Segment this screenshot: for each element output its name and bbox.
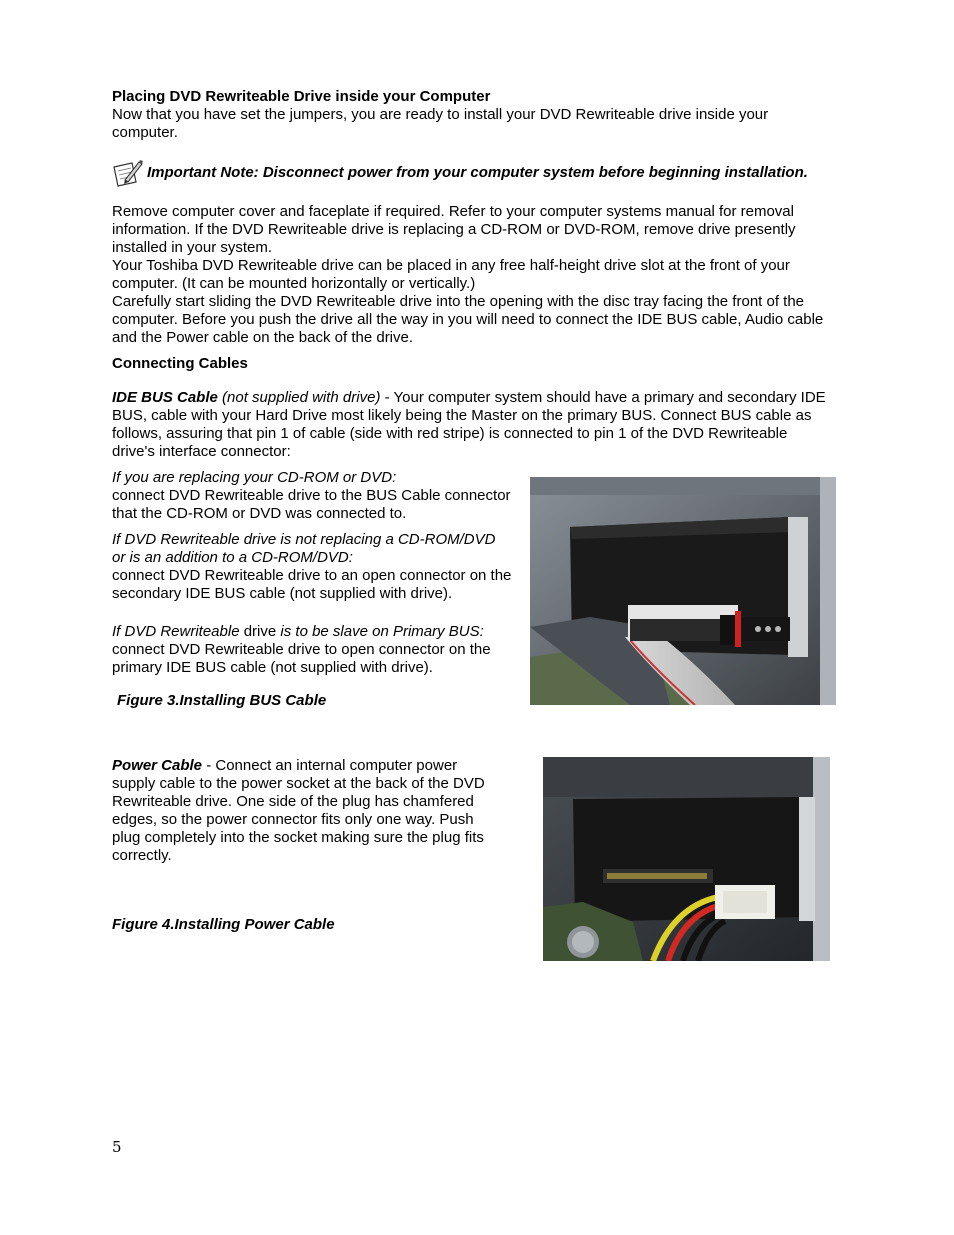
important-note [112, 160, 872, 188]
case-replacing-condition: If you are replacing your CD-ROM or DVD: [112, 469, 397, 486]
paragraph-remove-cover: Remove computer cover and faceplate if required. Refer to your computer systems manual for removal information. If the DVD Rewriteable drive is replacing a CD-ROM or DVD-ROM, remove drive presently installed in your system. [112, 203, 796, 256]
ide-bus-paragraph [112, 389, 832, 461]
paragraph-sliding-drive: Carefully start sliding the DVD Rewriteable drive into the opening with the disc tray facing the front of the computer. Before you push the drive all the way in you will need to connect the IDE BUS cable, Audio cable and the Power cable on the back of the drive. [112, 293, 824, 346]
section-heading: Placing DVD Rewriteable Drive inside your Computer [112, 88, 491, 105]
figure-3-caption: Figure 3.Installing BUS Cable [117, 692, 327, 709]
page-number: 5 [112, 1138, 122, 1156]
body-text [112, 203, 837, 347]
ide-bus-text: - Your computer system should have a primary and secondary IDE BUS, cable with your Hard Drive most likely being the Master on the primary BUS. Connect BUS cable as follows, assuring that pin 1 of cable (side with red stripe) is connected to pin 1 of the DVD Rewriteable drive's interface connector: [112, 389, 826, 460]
power-cable-text: - Connect an internal computer power supply cable to the power socket at the back of the DVD Rewriteable drive. One side of the plug has chamfered edges, so the power connector fits only one way. Push plug completely into the socket making sure the plug fits correctly. [112, 757, 485, 864]
case-addition [112, 531, 512, 603]
connecting-cables-heading: Connecting Cables [112, 355, 248, 372]
case-addition-instruction: connect DVD Rewriteable drive to an open connector on the secondary IDE BUS cable (not supplied with drive). [112, 567, 512, 602]
paragraph-drive-slot: Your Toshiba DVD Rewriteable drive can be placed in any free half-height drive slot at the front of your computer. (It can be mounted horizontally or vertically.) [112, 257, 790, 292]
power-cable-paragraph [112, 757, 504, 865]
intro-paragraph: Now that you have set the jumpers, you are ready to install your DVD Rewriteable drive inside your computer. [112, 106, 769, 141]
figure-4-caption: Figure 4.Installing Power Cable [112, 916, 335, 933]
case-replacing [112, 469, 512, 523]
ide-bus-qualifier: (not supplied with drive) [222, 389, 381, 406]
case-replacing-instruction: connect DVD Rewriteable drive to the BUS Cable connector that the CD-ROM or DVD was connected to. [112, 487, 511, 522]
case-slave [112, 623, 512, 677]
case-addition-condition: If DVD Rewriteable drive is not replacing a CD-ROM/DVD or is an addition to a CD-ROM/DVD: [112, 531, 496, 566]
ide-cases [112, 469, 512, 685]
important-note-text: Important Note: Disconnect power from your computer system before beginning installation. [147, 164, 808, 181]
note-pencil-icon [112, 160, 144, 188]
case-slave-condition-b: drive [239, 623, 281, 640]
power-cable-title: Power Cable [112, 757, 203, 774]
photo-installing-power-cable [543, 757, 830, 961]
case-slave-condition-c: is to be slave on Primary BUS: [280, 623, 484, 640]
case-slave-condition [112, 623, 512, 641]
case-slave-instruction: connect DVD Rewriteable drive to open connector on the primary IDE BUS cable (not supplied with drive). [112, 641, 491, 676]
case-slave-condition-a: If DVD Rewriteable [112, 623, 240, 640]
photo-installing-bus-cable [530, 477, 836, 705]
ide-bus-title: IDE BUS Cable [112, 389, 218, 406]
